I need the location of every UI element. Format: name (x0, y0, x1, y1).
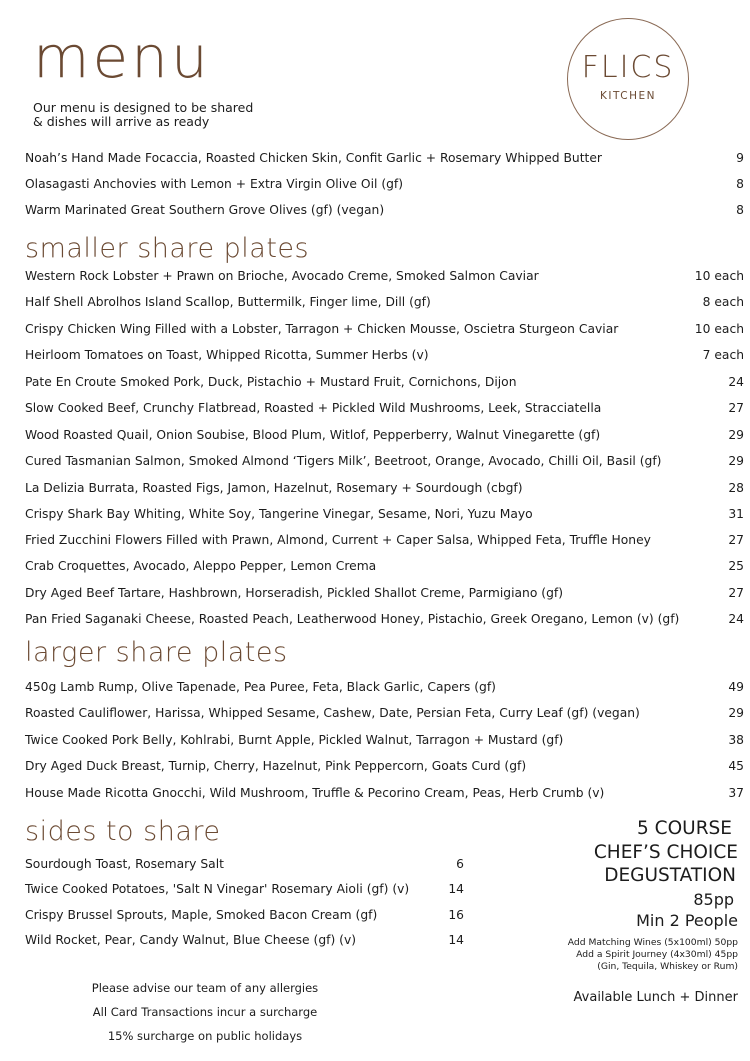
degustation-spirit-note: (Gin, Tequila, Whiskey or Rum) (597, 961, 738, 972)
degustation-price: 85pp (693, 890, 734, 909)
dish-price: 8 (736, 177, 744, 191)
dish-price: 24 (728, 375, 744, 389)
dish-name: Olasagasti Anchovies with Lemon + Extra Virgin Olive Oil (gf) (25, 177, 404, 191)
dish-name: Crispy Chicken Wing Filled with a Lobster, Tarragon + Chicken Mousse, Oscietra Sturgeon Caviar (25, 322, 619, 336)
logo-subtitle: KITCHEN (600, 90, 656, 102)
menu-item (25, 267, 744, 285)
dish-price: 29 (728, 706, 744, 720)
dish-name: Twice Cooked Potatoes, 'Salt N Vinegar' Rosemary Aioli (gf) (v) (25, 882, 410, 896)
dish-name: Dry Aged Beef Tartare, Hashbrown, Horseradish, Pickled Shallot Creme, Parmigiano (gf) (25, 586, 564, 600)
dish-name: La Delizia Burrata, Roasted Figs, Jamon, Hazelnut, Rosemary + Sourdough (cbgf) (25, 481, 523, 495)
menu-item (25, 880, 464, 898)
dish-name: Wild Rocket, Pear, Candy Walnut, Blue Cheese (gf) (v) (25, 933, 357, 947)
degustation-wines: Add Matching Wines (5x100ml) 50pp (567, 937, 738, 948)
dish-price: 25 (728, 559, 744, 573)
menu-item (25, 704, 744, 722)
dish-price: 29 (728, 428, 744, 442)
dish-price: 8 each (702, 295, 744, 309)
menu-item (25, 855, 464, 873)
menu-title: menu (33, 23, 211, 91)
dish-name: Dry Aged Duck Breast, Turnip, Cherry, Hazelnut, Pink Peppercorn, Goats Curd (gf) (25, 759, 527, 773)
dish-price: 49 (728, 680, 744, 694)
dish-name: House Made Ricotta Gnocchi, Wild Mushroom, Truffle & Pecorino Cream, Peas, Herb Crumb (v) (25, 786, 605, 800)
dish-name: Pate En Croute Smoked Pork, Duck, Pistachio + Mustard Fruit, Cornichons, Dijon (25, 375, 517, 389)
dish-name: Crispy Brussel Sprouts, Maple, Smoked Bacon Cream (gf) (25, 908, 378, 922)
dish-name: Heirloom Tomatoes on Toast, Whipped Ricotta, Summer Herbs (v) (25, 348, 429, 362)
menu-item (25, 175, 744, 193)
dish-price: 7 each (702, 348, 744, 362)
dish-name: 450g Lamb Rump, Olive Tapenade, Pea Puree, Feta, Black Garlic, Capers (gf) (25, 680, 496, 694)
dish-name: Western Rock Lobster + Prawn on Brioche, Avocado Creme, Smoked Salmon Caviar (25, 269, 539, 283)
dish-price: 9 (736, 151, 744, 165)
intro-line: & dishes will arrive as ready (33, 114, 210, 129)
menu-item (25, 399, 744, 417)
dish-name: Slow Cooked Beef, Crunchy Flatbread, Roasted + Pickled Wild Mushrooms, Leek, Stracciatella (25, 401, 602, 415)
menu-item (25, 557, 744, 575)
holiday-surcharge-note: 15% surcharge on public holidays (107, 1029, 303, 1043)
degustation-line: 5 COURSE (637, 818, 732, 839)
dish-name: Crab Croquettes, Avocado, Aleppo Pepper, Lemon Crema (25, 559, 377, 573)
menu-item (25, 731, 744, 749)
dish-price: 27 (728, 586, 744, 600)
degustation-block (637, 817, 734, 841)
flics-kitchen-logo (567, 18, 689, 140)
degustation-line: CHEF’S CHOICE (593, 842, 738, 863)
dish-name: Warm Marinated Great Southern Grove Olives (gf) (vegan) (25, 203, 385, 217)
dish-name: Fried Zucchini Flowers Filled with Prawn, Almond, Current + Caper Salsa, Whipped Feta, Truffle Honey (25, 533, 651, 547)
dish-name: Half Shell Abrolhos Island Scallop, Buttermilk, Finger lime, Dill (gf) (25, 295, 431, 309)
logo-wordmark: FLICS (581, 50, 675, 85)
dish-name: Noah’s Hand Made Focaccia, Roasted Chicken Skin, Confit Garlic + Rosemary Whipped Butter (25, 151, 602, 165)
dish-price: 37 (728, 786, 744, 800)
dish-name: Cured Tasmanian Salmon, Smoked Almond ‘Tigers Milk’, Beetroot, Orange, Avocado, Chilli Oil, Basil (gf) (25, 454, 662, 468)
dish-price: 27 (728, 533, 744, 547)
dish-price: 31 (728, 507, 744, 521)
dish-price: 24 (728, 612, 744, 626)
menu-item (25, 784, 744, 802)
degustation-line: DEGUSTATION (604, 865, 736, 886)
dish-price: 6 (456, 857, 464, 871)
dish-name: Wood Roasted Quail, Onion Soubise, Blood Plum, Witlof, Pepperberry, Walnut Vinegarette (gf) (25, 428, 601, 442)
dish-name: Crispy Shark Bay Whiting, White Soy, Tangerine Vinegar, Sesame, Nori, Yuzu Mayo (25, 507, 533, 521)
section-heading-smaller: smaller share plates (25, 233, 310, 264)
dish-price: 14 (448, 933, 464, 947)
menu-item (25, 373, 744, 391)
dish-name: Twice Cooked Pork Belly, Kohlrabi, Burnt Apple, Pickled Walnut, Tarragon + Mustard (gf) (25, 733, 564, 747)
dish-price: 8 (736, 203, 744, 217)
menu-item (25, 479, 744, 497)
menu-item (25, 906, 464, 924)
menu-item (25, 931, 464, 949)
menu-item (25, 426, 744, 444)
dish-price: 38 (728, 733, 744, 747)
menu-item (25, 757, 744, 775)
section-heading-larger: larger share plates (25, 637, 288, 668)
allergy-note: Please advise our team of any allergies (91, 981, 319, 995)
dish-price: 45 (728, 759, 744, 773)
dish-price: 14 (448, 882, 464, 896)
dish-name: Sourdough Toast, Rosemary Salt (25, 857, 224, 871)
dish-price: 10 each (694, 322, 744, 336)
degustation-min: Min 2 People (636, 911, 738, 930)
dish-name: Roasted Cauliflower, Harissa, Whipped Sesame, Cashew, Date, Persian Feta, Curry Leaf (gf) (vegan) (25, 706, 640, 720)
dish-price: 10 each (694, 269, 744, 283)
menu-item (25, 149, 744, 167)
menu-intro (33, 101, 253, 129)
menu-item (25, 610, 744, 628)
menu-item (25, 293, 744, 311)
section-heading-sides: sides to share (25, 816, 221, 847)
menu-item (25, 531, 744, 549)
menu-item (25, 320, 744, 338)
menu-item (25, 346, 744, 364)
dish-price: 28 (728, 481, 744, 495)
degustation-spirit: Add a Spirit Journey (4x30ml) 45pp (576, 949, 738, 960)
menu-item (25, 678, 744, 696)
menu-item (25, 584, 744, 602)
dish-price: 27 (728, 401, 744, 415)
menu-item (25, 452, 744, 470)
dish-price: 29 (728, 454, 744, 468)
menu-item (25, 201, 744, 219)
card-surcharge-note: All Card Transactions incur a surcharge (92, 1005, 318, 1019)
menu-item (25, 505, 744, 523)
dish-price: 16 (448, 908, 464, 922)
degustation-available: Available Lunch + Dinner (573, 990, 738, 1005)
dish-name: Pan Fried Saganaki Cheese, Roasted Peach, Leatherwood Honey, Pistachio, Greek Oregano, Lemon (v) (gf) (25, 612, 680, 626)
intro-line: Our menu is designed to be shared (33, 100, 254, 115)
